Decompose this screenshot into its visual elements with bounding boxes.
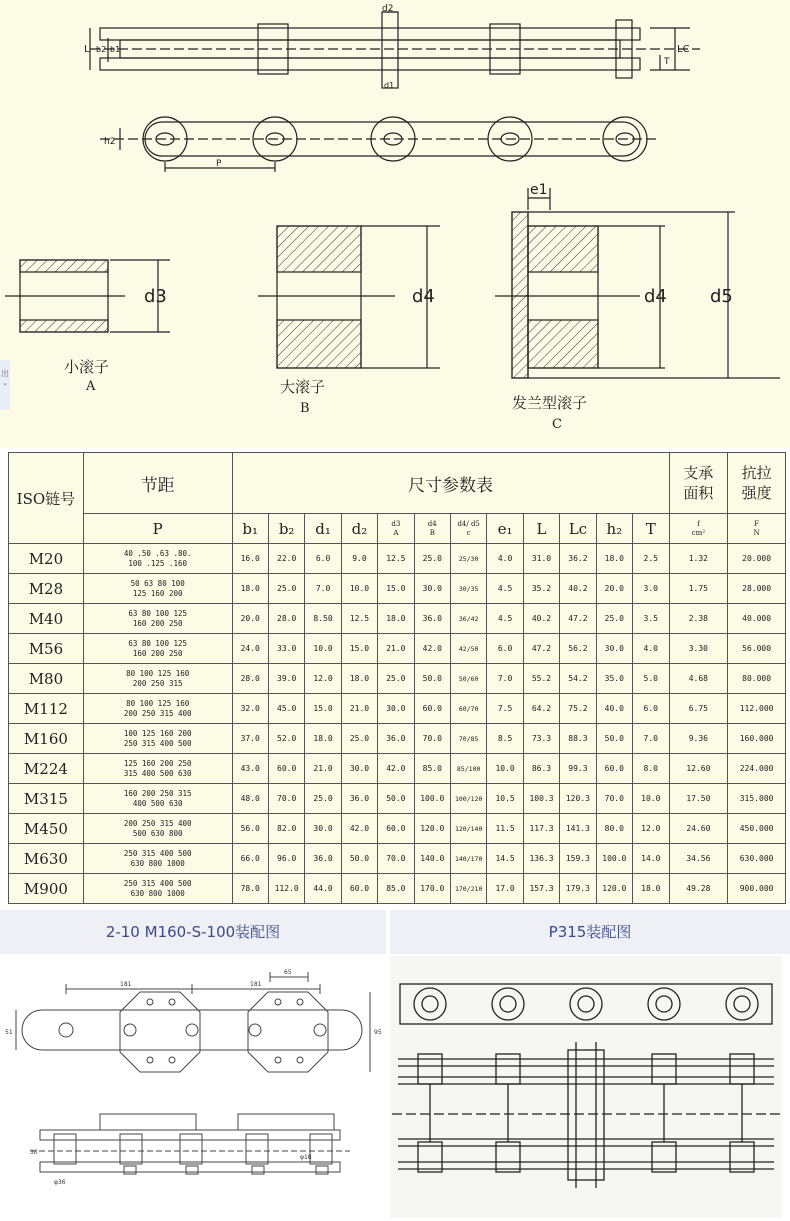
cell-f: 4.68 <box>669 664 728 694</box>
table-row <box>9 874 786 904</box>
cell-h2: 70.0 <box>596 784 632 814</box>
cell-lc: 40.2 <box>560 574 596 604</box>
cell-b2: 52.0 <box>268 724 304 754</box>
cell-chain: M56 <box>9 634 84 664</box>
dim-95: 95 <box>374 1029 382 1036</box>
cell-f: 12.60 <box>669 754 728 784</box>
cell-d4: 50.0 <box>414 664 450 694</box>
cell-d1: 30.0 <box>305 814 341 844</box>
cell-f: 6.75 <box>669 694 728 724</box>
cell-chain: M20 <box>9 544 84 574</box>
cell-d2: 15.0 <box>341 634 377 664</box>
cell-d1: 21.0 <box>305 754 341 784</box>
cell-d2: 50.0 <box>341 844 377 874</box>
sub-F: F N <box>728 514 786 544</box>
cell-d1: 15.0 <box>305 694 341 724</box>
cell-pitch: 40 .50 .63 .80. 100 .125 .160 <box>83 544 232 574</box>
sub-b1: b₁ <box>232 514 268 544</box>
cell-chain: M28 <box>9 574 84 604</box>
label-d4-b: d4 <box>412 286 435 307</box>
cell-b1: 43.0 <box>232 754 268 784</box>
cell-f: 3.30 <box>669 634 728 664</box>
label-L: L <box>84 44 90 55</box>
cell-pitch: 100 125 160 200 250 315 400 500 <box>83 724 232 754</box>
cell-f: 56.000 <box>728 634 786 664</box>
cell-b1: 66.0 <box>232 844 268 874</box>
cell-b1: 16.0 <box>232 544 268 574</box>
cell-t: 7.0 <box>633 724 670 754</box>
cell-chain: M160 <box>9 724 84 754</box>
cell-d45: 100/120 <box>450 784 486 814</box>
assembly-drawing-right <box>390 954 790 1221</box>
cell-l: 47.2 <box>523 634 559 664</box>
cell-f: 28.000 <box>728 574 786 604</box>
sub-L: L <box>523 514 559 544</box>
sub-f: f cm² <box>669 514 728 544</box>
cell-d4: 30.0 <box>414 574 450 604</box>
cell-h2: 35.0 <box>596 664 632 694</box>
cell-d2: 60.0 <box>341 874 377 904</box>
cell-d3: 25.0 <box>378 664 414 694</box>
table-row <box>9 814 786 844</box>
cell-f: 20.000 <box>728 544 786 574</box>
cell-lc: 99.3 <box>560 754 596 784</box>
cell-lc: 47.2 <box>560 604 596 634</box>
cell-b2: 70.0 <box>268 784 304 814</box>
cell-b1: 18.0 <box>232 574 268 604</box>
cell-chain: M112 <box>9 694 84 724</box>
cell-b2: 82.0 <box>268 814 304 844</box>
cell-d2: 21.0 <box>341 694 377 724</box>
cell-pitch: 63 80 100 125 160 200 250 <box>83 634 232 664</box>
cell-h2: 50.0 <box>596 724 632 754</box>
cell-h2: 20.0 <box>596 574 632 604</box>
dim-phi18: φ18 <box>300 1154 312 1161</box>
cell-f: 315.000 <box>728 784 786 814</box>
cell-l: 31.0 <box>523 544 559 574</box>
cell-e1: 14.5 <box>487 844 523 874</box>
cell-l: 100.3 <box>523 784 559 814</box>
table-row <box>9 544 786 574</box>
cell-f: 49.28 <box>669 874 728 904</box>
cell-e1: 7.5 <box>487 694 523 724</box>
cell-b1: 28.0 <box>232 664 268 694</box>
header-params: 尺寸参数表 <box>232 453 669 514</box>
table-row <box>9 574 786 604</box>
cell-t: 18.0 <box>633 874 670 904</box>
header-strength: 抗拉 强度 <box>728 453 786 514</box>
assembly-drawing-left <box>0 954 386 1221</box>
cell-e1: 4.5 <box>487 604 523 634</box>
cell-b1: 37.0 <box>232 724 268 754</box>
cell-d3: 42.0 <box>378 754 414 784</box>
cell-d2: 25.0 <box>341 724 377 754</box>
cell-b1: 24.0 <box>232 634 268 664</box>
label-P: P <box>216 159 222 169</box>
cell-d45: 85/100 <box>450 754 486 784</box>
panel-left-title: 2-10 M160-S-100装配图 <box>0 910 386 954</box>
sub-e1: e₁ <box>487 514 523 544</box>
cell-e1: 11.5 <box>487 814 523 844</box>
dim-30: 30 <box>30 1149 38 1156</box>
sub-d3: d3 A <box>378 514 414 544</box>
cell-d4: 70.0 <box>414 724 450 754</box>
cell-chain: M80 <box>9 664 84 694</box>
cell-d3: 21.0 <box>378 634 414 664</box>
side-tab-label: 出 <box>1 369 9 378</box>
cell-d4: 60.0 <box>414 694 450 724</box>
cell-d4: 140.0 <box>414 844 450 874</box>
cell-f: 24.60 <box>669 814 728 844</box>
cell-t: 12.0 <box>633 814 670 844</box>
cell-b1: 48.0 <box>232 784 268 814</box>
cell-d4: 36.0 <box>414 604 450 634</box>
sub-b2: b₂ <box>268 514 304 544</box>
sub-T: T <box>633 514 670 544</box>
cell-d3: 15.0 <box>378 574 414 604</box>
cell-pitch: 160 200 250 315 400 500 630 <box>83 784 232 814</box>
cell-b2: 33.0 <box>268 634 304 664</box>
sub-d45: d4/ d5 c <box>450 514 486 544</box>
cell-h2: 25.0 <box>596 604 632 634</box>
cell-d1: 36.0 <box>305 844 341 874</box>
cell-b1: 20.0 <box>232 604 268 634</box>
cell-t: 8.0 <box>633 754 670 784</box>
dim-181-b: 181 <box>250 981 262 988</box>
cell-pitch: 80 100 125 160 200 250 315 <box>83 664 232 694</box>
roller-b-name: 大滚子 <box>280 378 326 396</box>
cell-l: 35.2 <box>523 574 559 604</box>
panel-left <box>0 910 386 1221</box>
cell-lc: 159.3 <box>560 844 596 874</box>
header-area: 支承 面积 <box>669 453 728 514</box>
sub-d1: d₁ <box>305 514 341 544</box>
cell-chain: M900 <box>9 874 84 904</box>
cell-f: 112.000 <box>728 694 786 724</box>
panel-right <box>390 910 790 1221</box>
cell-f: 1.75 <box>669 574 728 604</box>
table-row <box>9 844 786 874</box>
label-d4-c: d4 <box>644 286 667 307</box>
label-d2: d2 <box>382 4 394 14</box>
cell-d3: 12.5 <box>378 544 414 574</box>
cell-f: 17.50 <box>669 784 728 814</box>
roller-a-letter: A <box>86 379 96 394</box>
cell-h2: 30.0 <box>596 634 632 664</box>
label-d5: d5 <box>710 286 733 307</box>
sub-P: P <box>83 514 232 544</box>
header-pitch: 节距 <box>83 453 232 514</box>
dim-181-a: 181 <box>120 981 132 988</box>
roller-a-name: 小滚子 <box>64 358 110 376</box>
cell-l: 86.3 <box>523 754 559 784</box>
cell-chain: M450 <box>9 814 84 844</box>
spec-table-wrap <box>8 452 786 902</box>
cell-t: 3.0 <box>633 574 670 604</box>
cell-d1: 6.0 <box>305 544 341 574</box>
cell-d1: 8.50 <box>305 604 341 634</box>
cell-l: 117.3 <box>523 814 559 844</box>
cell-l: 136.3 <box>523 844 559 874</box>
cell-e1: 4.5 <box>487 574 523 604</box>
cell-b2: 45.0 <box>268 694 304 724</box>
top-view-outer-plate-bottom <box>100 58 640 70</box>
cell-t: 5.0 <box>633 664 670 694</box>
cell-d2: 42.0 <box>341 814 377 844</box>
cell-t: 14.0 <box>633 844 670 874</box>
cell-f: 160.000 <box>728 724 786 754</box>
spec-table-body <box>9 544 786 904</box>
cell-d4: 170.0 <box>414 874 450 904</box>
cell-l: 64.2 <box>523 694 559 724</box>
cell-lc: 36.2 <box>560 544 596 574</box>
cell-d1: 10.0 <box>305 634 341 664</box>
cell-chain: M40 <box>9 604 84 634</box>
cell-d1: 44.0 <box>305 874 341 904</box>
cell-f: 1.32 <box>669 544 728 574</box>
cell-f: 9.36 <box>669 724 728 754</box>
cell-pitch: 80 100 125 160 200 250 315 400 <box>83 694 232 724</box>
cell-d2: 18.0 <box>341 664 377 694</box>
label-Lc: LC <box>677 44 690 55</box>
roller-c-letter: C <box>552 417 562 432</box>
cell-lc: 141.3 <box>560 814 596 844</box>
cell-chain: M315 <box>9 784 84 814</box>
table-row <box>9 754 786 784</box>
cell-d3: 85.0 <box>378 874 414 904</box>
cell-d4: 85.0 <box>414 754 450 784</box>
cell-lc: 56.2 <box>560 634 596 664</box>
cell-f: 34.56 <box>669 844 728 874</box>
cell-d2: 12.5 <box>341 604 377 634</box>
cell-f: 630.000 <box>728 844 786 874</box>
cell-b2: 112.0 <box>268 874 304 904</box>
cell-e1: 7.0 <box>487 664 523 694</box>
cell-l: 157.3 <box>523 874 559 904</box>
cell-h2: 60.0 <box>596 754 632 784</box>
cell-d1: 18.0 <box>305 724 341 754</box>
cell-d45: 42/50 <box>450 634 486 664</box>
cell-l: 73.3 <box>523 724 559 754</box>
cell-h2: 40.0 <box>596 694 632 724</box>
cell-d3: 60.0 <box>378 814 414 844</box>
cell-d3: 18.0 <box>378 604 414 634</box>
cell-h2: 18.0 <box>596 544 632 574</box>
cell-d3: 70.0 <box>378 844 414 874</box>
cell-h2: 120.0 <box>596 874 632 904</box>
cell-pitch: 200 250 315 400 500 630 800 <box>83 814 232 844</box>
cell-chain: M630 <box>9 844 84 874</box>
cell-d1: 25.0 <box>305 784 341 814</box>
cell-f: 80.000 <box>728 664 786 694</box>
cell-d2: 9.0 <box>341 544 377 574</box>
cell-d45: 36/42 <box>450 604 486 634</box>
cell-d2: 30.0 <box>341 754 377 784</box>
cell-d45: 30/35 <box>450 574 486 604</box>
roller-b-letter: B <box>300 401 310 416</box>
cell-h2: 100.0 <box>596 844 632 874</box>
cell-pitch: 250 315 400 500 630 800 1000 <box>83 874 232 904</box>
label-h2: h2 <box>104 137 116 147</box>
cell-d4: 42.0 <box>414 634 450 664</box>
cell-t: 2.5 <box>633 544 670 574</box>
cell-pitch: 250 315 400 500 630 800 1000 <box>83 844 232 874</box>
cell-e1: 6.0 <box>487 634 523 664</box>
cell-f: 224.000 <box>728 754 786 784</box>
cell-f: 40.000 <box>728 604 786 634</box>
cell-b2: 39.0 <box>268 664 304 694</box>
cell-b2: 22.0 <box>268 544 304 574</box>
label-b2: b2 <box>96 45 107 54</box>
table-row <box>9 634 786 664</box>
cell-f: 2.38 <box>669 604 728 634</box>
pin-detail <box>382 12 398 88</box>
cell-lc: 179.3 <box>560 874 596 904</box>
cell-d45: 70/85 <box>450 724 486 754</box>
cell-d45: 120/140 <box>450 814 486 844</box>
cell-d1: 7.0 <box>305 574 341 604</box>
cell-pitch: 63 80 100 125 160 200 250 <box>83 604 232 634</box>
cell-d45: 25/30 <box>450 544 486 574</box>
cell-d1: 12.0 <box>305 664 341 694</box>
cell-b2: 28.0 <box>268 604 304 634</box>
cell-b1: 78.0 <box>232 874 268 904</box>
cell-e1: 10.5 <box>487 784 523 814</box>
cell-d2: 36.0 <box>341 784 377 814</box>
cell-d45: 60/70 <box>450 694 486 724</box>
sub-Lc: Lc <box>560 514 596 544</box>
cell-d4: 25.0 <box>414 544 450 574</box>
dim-65: 65 <box>284 969 292 976</box>
chevron-down-icon: ⌄ <box>2 379 8 387</box>
header-iso: ISO链号 <box>9 453 84 544</box>
dim-51: 51 <box>5 1029 13 1036</box>
sub-d2: d₂ <box>341 514 377 544</box>
sub-h2: h₂ <box>596 514 632 544</box>
label-T: T <box>664 57 670 67</box>
cell-l: 40.2 <box>523 604 559 634</box>
label-e1: e1 <box>530 182 548 198</box>
cell-e1: 10.0 <box>487 754 523 784</box>
cell-d4: 120.0 <box>414 814 450 844</box>
cell-d45: 50/60 <box>450 664 486 694</box>
cell-t: 3.5 <box>633 604 670 634</box>
cell-b2: 96.0 <box>268 844 304 874</box>
cell-d4: 100.0 <box>414 784 450 814</box>
cell-b1: 56.0 <box>232 814 268 844</box>
cell-b2: 60.0 <box>268 754 304 784</box>
cell-lc: 120.3 <box>560 784 596 814</box>
cell-t: 4.0 <box>633 634 670 664</box>
cell-b2: 25.0 <box>268 574 304 604</box>
spec-table <box>8 452 786 904</box>
cell-e1: 8.5 <box>487 724 523 754</box>
table-row <box>9 604 786 634</box>
dim-phi36: φ36 <box>54 1179 66 1186</box>
table-row <box>9 694 786 724</box>
cell-b1: 32.0 <box>232 694 268 724</box>
cell-t: 6.0 <box>633 694 670 724</box>
cell-d3: 36.0 <box>378 724 414 754</box>
cell-lc: 88.3 <box>560 724 596 754</box>
cell-d45: 170/210 <box>450 874 486 904</box>
chain-drawing-svg <box>0 0 790 448</box>
cell-d3: 50.0 <box>378 784 414 814</box>
roller-c-name: 发兰型滚子 <box>512 394 588 412</box>
table-row <box>9 664 786 694</box>
cell-t: 10.0 <box>633 784 670 814</box>
cell-d2: 10.0 <box>341 574 377 604</box>
cell-d3: 30.0 <box>378 694 414 724</box>
panel-right-title: P315装配图 <box>390 910 790 954</box>
cell-lc: 75.2 <box>560 694 596 724</box>
cell-e1: 17.0 <box>487 874 523 904</box>
cell-lc: 54.2 <box>560 664 596 694</box>
label-d1: d1 <box>384 81 395 90</box>
cell-d45: 140/170 <box>450 844 486 874</box>
chain-drawing-area <box>0 0 790 448</box>
cell-pitch: 125 160 200 250 315 400 500 630 <box>83 754 232 784</box>
cell-h2: 80.0 <box>596 814 632 844</box>
sub-d4: d4 B <box>414 514 450 544</box>
cell-l: 55.2 <box>523 664 559 694</box>
label-b1: b1 <box>110 45 121 54</box>
cell-chain: M224 <box>9 754 84 784</box>
cell-f: 450.000 <box>728 814 786 844</box>
table-row <box>9 784 786 814</box>
cell-pitch: 50 63 80 100 125 160 200 <box>83 574 232 604</box>
cell-e1: 4.0 <box>487 544 523 574</box>
cell-f: 900.000 <box>728 874 786 904</box>
table-row <box>9 724 786 754</box>
top-view-outer-plate <box>100 28 640 40</box>
label-d3: d3 <box>144 286 167 307</box>
side-tab[interactable] <box>0 360 10 410</box>
